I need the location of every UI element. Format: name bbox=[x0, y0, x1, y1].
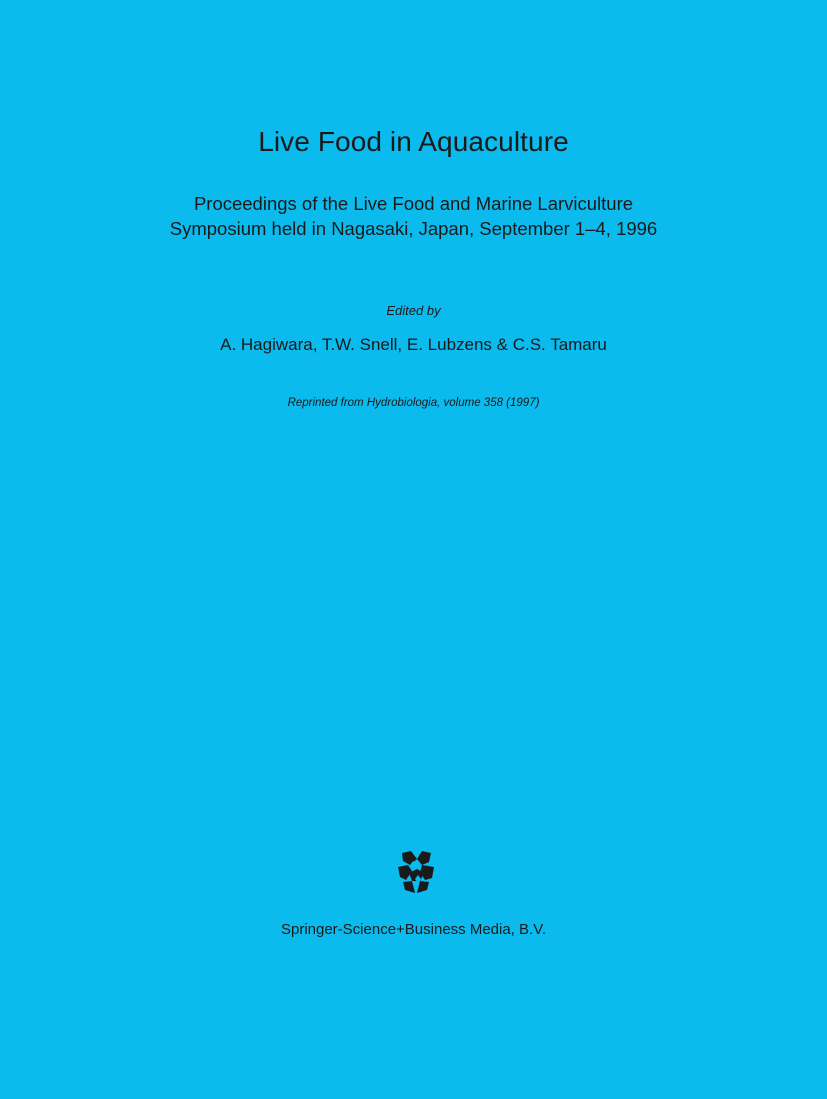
reprint-note: Reprinted from Hydrobiologia, volume 358 (1997) bbox=[287, 397, 540, 409]
book-subtitle bbox=[0, 191, 827, 241]
publisher-name: Springer-Science+Business Media, B.V. bbox=[280, 921, 546, 938]
edited-by-label: Edited by bbox=[386, 303, 441, 318]
subtitle-line-1: Proceedings of the Live Food and Marine Larviculture bbox=[193, 193, 634, 214]
springer-logo-icon bbox=[395, 849, 437, 895]
book-title: Live Food in Aquaculture bbox=[258, 126, 569, 157]
subtitle-line-2: Symposium held in Nagasaki, Japan, September 1–4, 1996 bbox=[169, 218, 658, 239]
editors-list: A. Hagiwara, T.W. Snell, E. Lubzens & C.S. Tamaru bbox=[220, 335, 607, 354]
